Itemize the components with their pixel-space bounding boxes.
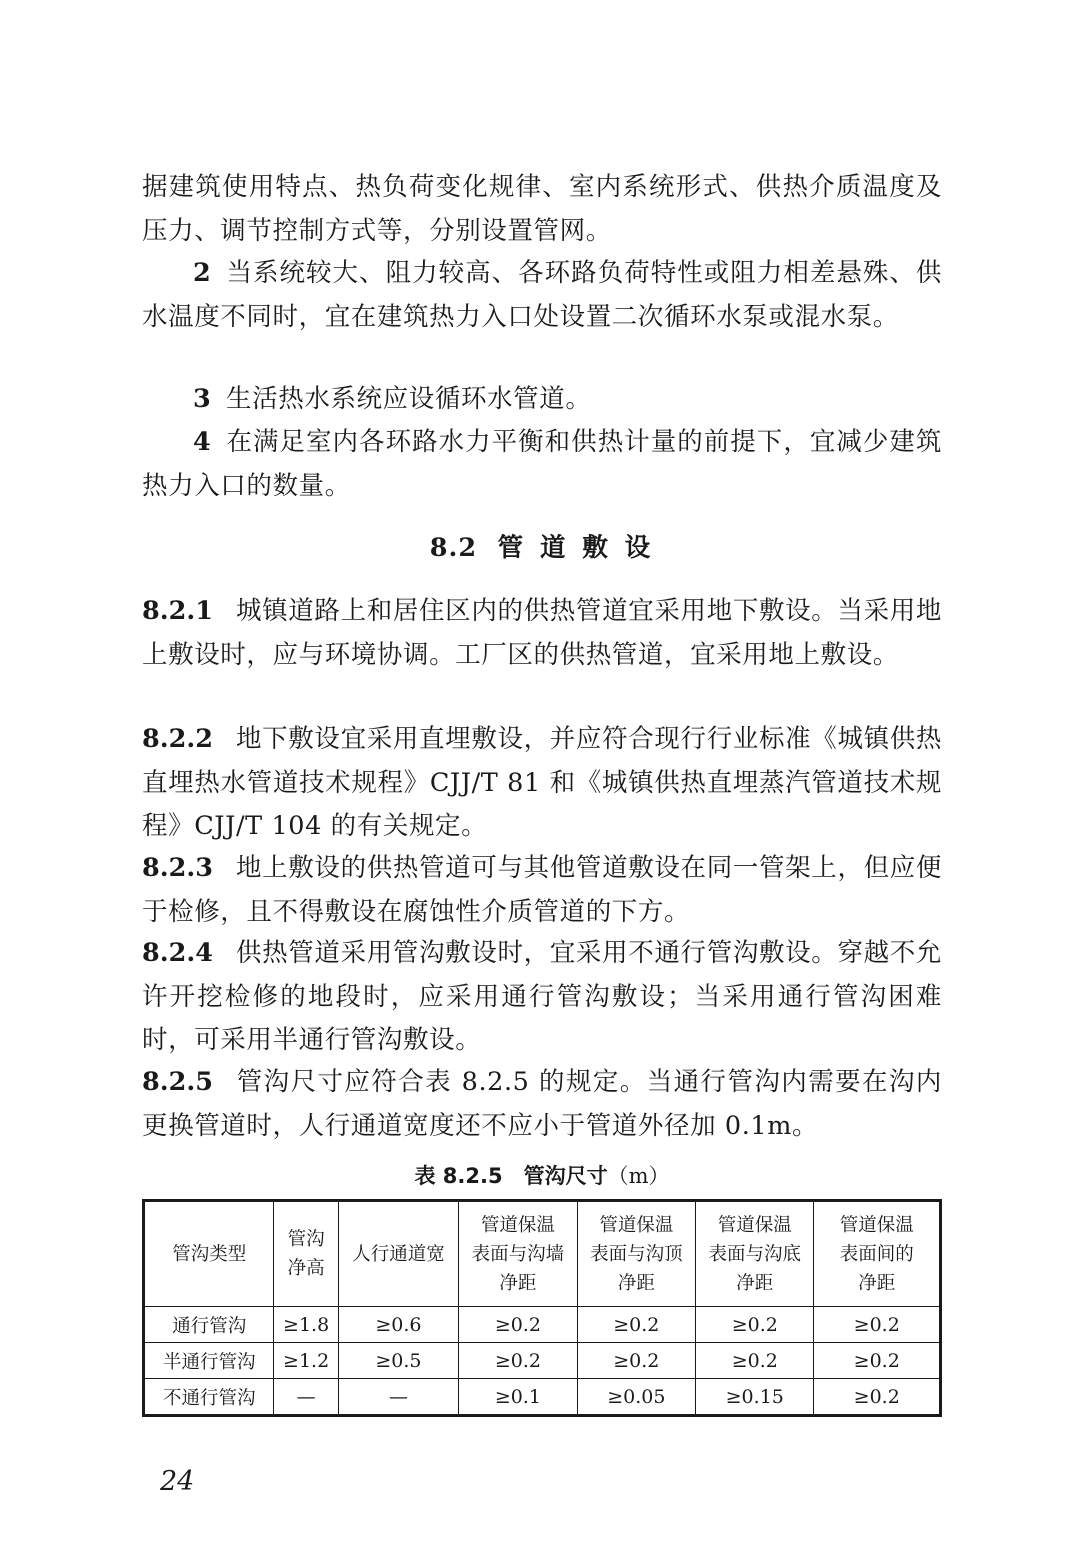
table-cell: ≥0.6 (338, 1307, 458, 1343)
clause-number: 8.2.4 (142, 938, 213, 968)
list-item-number: 3 (193, 384, 211, 414)
list-item-text: 当系统较大、阻力较高、各环路负荷特性或阻力相差悬殊、供水温度不同时，宜在建筑热力入口处设置二次循环水泵或混水泵。 (142, 258, 942, 332)
table-cell: ≥0.05 (577, 1379, 695, 1416)
table-cell: — (274, 1379, 338, 1416)
header-clear-height: 管沟 净高 (274, 1201, 338, 1307)
list-item-2 (142, 252, 942, 339)
table-cell: — (338, 1379, 458, 1416)
table-row (144, 1343, 941, 1379)
table-cell: ≥0.15 (696, 1379, 814, 1416)
table-cell: ≥0.5 (338, 1343, 458, 1379)
table-cell: ≥0.1 (459, 1379, 577, 1416)
clause-text: 地下敷设宜采用直埋敷设，并应符合现行行业标准《城镇供热直埋热水管道技术规程》CJJ/T 81 和《城镇供热直埋蒸汽管道技术规程》CJJ/T 104 的有关规定。 (142, 724, 942, 842)
table-cell: 不通行管沟 (144, 1379, 274, 1416)
table-cell: ≥0.2 (459, 1343, 577, 1379)
table-caption-number: 表 8.2.5 (414, 1164, 503, 1188)
clause-8-2-3 (142, 847, 942, 934)
table-cell: ≥1.8 (274, 1307, 338, 1343)
header-wall-clearance: 管道保温 表面与沟墙 净距 (459, 1201, 577, 1307)
clause-number: 8.2.2 (142, 724, 213, 754)
table-cell: ≥1.2 (274, 1343, 338, 1379)
list-item-3 (142, 378, 942, 422)
table-cell: ≥0.2 (577, 1343, 695, 1379)
clause-text: 城镇道路上和居住区内的供热管道宜采用地下敷设。当采用地上敷设时，应与环境协调。工厂区的供热管道，宜采用地上敷设。 (142, 596, 942, 670)
list-item-4 (142, 421, 942, 508)
clause-text: 地上敷设的供热管道可与其他管道敷设在同一管架上，但应便于检修，且不得敷设在腐蚀性介质管道的下方。 (142, 853, 942, 927)
header-top-clearance: 管道保温 表面与沟顶 净距 (577, 1201, 695, 1307)
table-caption (142, 1160, 942, 1190)
clause-8-2-5 (142, 1061, 942, 1148)
paragraph-continuation: 据建筑使用特点、热负荷变化规律、室内系统形式、供热介质温度及压力、调节控制方式等，分别设置管网。 (142, 172, 942, 246)
table-cell: ≥0.2 (814, 1343, 941, 1379)
table-cell: ≥0.2 (814, 1307, 941, 1343)
table-caption-unit: （m） (607, 1164, 670, 1188)
table-cell: ≥0.2 (459, 1307, 577, 1343)
clause-8-2-1 (142, 590, 942, 677)
clause-text: 管沟尺寸应符合表 8.2.5 的规定。当通行管沟内需要在沟内更换管道时，人行通道宽度还不应小于管道外径加 0.1m。 (142, 1067, 942, 1141)
list-item-number: 4 (193, 427, 211, 457)
list-item-number: 2 (193, 258, 211, 288)
section-number: 8.2 (429, 533, 478, 563)
list-item-text: 在满足室内各环路水力平衡和供热计量的前提下，宜减少建筑热力入口的数量。 (142, 427, 942, 501)
table-cell: ≥0.2 (696, 1307, 814, 1343)
clause-number: 8.2.5 (142, 1067, 213, 1097)
list-item-text: 生活热水系统应设循环水管道。 (226, 384, 592, 414)
table-cell: 通行管沟 (144, 1307, 274, 1343)
clause-number: 8.2.1 (142, 596, 213, 626)
table-row (144, 1379, 941, 1416)
table-header-row (144, 1201, 941, 1307)
table-cell: ≥0.2 (577, 1307, 695, 1343)
clause-text: 供热管道采用管沟敷设时，宜采用不通行管沟敷设。穿越不允许开挖检修的地段时，应采用通行管沟敷设；当采用通行管沟困难时，可采用半通行管沟敷设。 (142, 938, 942, 1056)
section-heading (142, 528, 942, 564)
clause-8-2-2 (142, 718, 942, 849)
page-number: 24 (160, 1466, 195, 1497)
table-cell: ≥0.2 (696, 1343, 814, 1379)
table-caption-title: 管沟尺寸 (523, 1164, 608, 1188)
header-bottom-clearance: 管道保温 表面与沟底 净距 (696, 1201, 814, 1307)
table-cell: ≥0.2 (814, 1379, 941, 1416)
clause-number: 8.2.3 (142, 853, 213, 883)
header-walkway-width: 人行通道宽 (338, 1201, 458, 1307)
table-row (144, 1307, 941, 1343)
header-trench-type: 管沟类型 (144, 1201, 274, 1307)
trench-size-table (142, 1199, 942, 1417)
table-cell: 半通行管沟 (144, 1343, 274, 1379)
clause-8-2-4 (142, 932, 942, 1063)
section-title: 管 道 敷 设 (497, 533, 655, 563)
header-between-clearance: 管道保温 表面间的 净距 (814, 1201, 941, 1307)
